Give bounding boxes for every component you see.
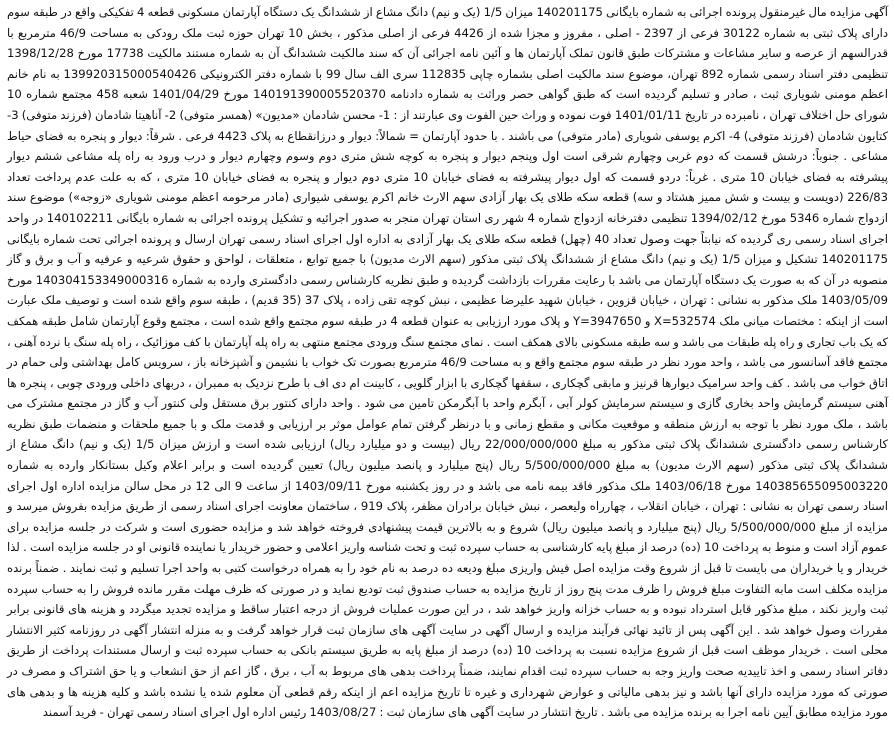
notice-body-text: آگهی مزایده مال غیرمنقول پرونده اجرائی به شماره بایگانی 140201175 میزان 1/5 (یک و نیم) دانگ مشاع از ششدانگ یک دستگاه آپارتمان مسکونی قطعه 4 تفکیکی واقع در طبقه سوم دارای پلاک ثبتی به شماره 30122 فرعی از 2397 - اصلی ، مفروز و مجزا شده از 4426 فرعی از اصلی مذکور ، بخش 10 تهران حوزه ثبت ملک رودکی به مساحت 46/9 مترمربع با قدرالسهم از عرصه و سایر مشاعات و مشترکات طبق قانون تملک آپارتمان ها و آئین نامه اجرائی آن که سند مالکیت ششدانگ آن به شماره مستند مالکیت 17738 مورخ 1398/12/28 تنظیمی دفتر اسناد رسمی شماره 892 تهران، موضوع سند مالکیت اصلی بشماره چاپی 112835 سری الف سال 99 با شماره دفتر الکترونیکی 139920315000540426 به نام خانم اعظم مومنی شویاری ثبت ، صادر و تسلیم گردیده است که طبق گواهی حصر وراثت به شماره دادنامه 140191390005520370 مورخ 1401/04/29 شعبه 458 مجتمع شماره 10 شورای حل اختلاف تهران ، نامبرده در تاریخ 1401/01/11 فوت نموده و وراث حین الفوت وی عبارتند از : 1- محسن شادمان «مدیون» (همسر متوفی) 2- آناهیتا شادمان (فرزند متوفی) 3- کتایون شادمان (فرزند متوفی) 4- اکرم یوسفی شویاری (مادر متوفی) می باشند . با حدود آپارتمان = شمالاً: دیوار و درزانقطاع به پلاک 4423 فرعی . شرقاً: دیوار و پنجره به فضای حیاط مشاعی . جنوباً: درشش قسمت که دوم غربی وچهارم شرقی است اول وپنجم دیوار و پنجره به کوچه شش متری دوم وسوم وچهارم دیوار و درب ورود به راه پله مشاعی ششم دیوار پیشرفته به فضای خیابان 10 متری . غرباً: دردو قسمت که اول دیوار پیشرفته به فضای خیابان 10 متری دوم دیوار و پنجره به فضای خیابان 10 متری ، که به علت عدم پرداخت تعداد 226/83 (دویست و بیست و شش ممیز هشتاد و سه) قطعه سکه طلای یک بهار آزادی سهم الارث خانم اکرم یوسفی شیواری (مادر مرحومه اعظم مومنی شویاری «زوجه») موضوع سند ازدواج شماره 5346 مورخ 1394/02/12 تنظیمی دفترخانه ازدواج شماره 4 شهر ری استان تهران منجر به صدور اجرائیه و تشکیل پرونده اجرائی به شماره بایگانی 140102211 در واحد اجرای اسناد رسمی ری گردیده که نیابتاً جهت وصول تعداد 40 (چهل) قطعه سکه طلای یک بهار آزادی به اداره اول اجرای اسناد رسمی تهران ارسال و پرونده اجرائی تحت شماره بایگانی 140201175 تشکیل و میزان 1/5 (یک و نیم) دانگ مشاع از ششدانگ پلاک ثبتی مذکور (سهم الارث مدیون) با جمیع توابع ، متعلقات ، لواحق و حقوق شرعیه و عرفیه و آب و برق و گاز منصوبه در آن که به صورت یک دستگاه آپارتمان می باشد با رعایت مقررات بازداشت گردیده و طبق نظریه کارشناس رسمی دادگستری وارده به شماره 140304153349000316 مورخ 1403/05/09 ملک مذکور به نشانی : تهران ، خیابان قزوین ، خیابان شهید علیرضا عظیمی ، نبش کوچه تقی زاده ، پلاک 37 (35 قدیم) ، طبقه سوم واقع شده است و توصیف ملک عبارت است از اینکه : مختصات میانی ملک X=532574 و Y=3947650 و پلاک مورد ارزیابی به عنوان قطعه 4 در طبقه سوم مجتمع واقع شده است ، مجتمع وقوع آپارتمان شامل طبقه همکف که یک باب تجاری و راه پله طبقات می باشد و سه طبقه مسکونی بالای همکف است . نمای مجتمع سنگ ورودی مجتمع منتهی به راه پله آپارتمان با کف موزائیک ، راه پله سنگ با نرده آهنی ، مجتمع فاقد آسانسور می باشد ، واحد مورد نظر در طبقه سوم مجتمع واقع و به مساحت 46/9 مترمربع بصورت تک خواب با نشیمن و آشپزخانه باز ، سرویس کامل بهداشتی ولی حمام در اتاق خواب می باشد . کف واحد سرامیک دیوارها قرنیز و مابقی گچکاری ، سقفها گچکاری با ابزار گلویی ، کابینت ام دی اف با طرح نزدیک به ممبران ، دربهای داخلی ورودی چوبی ، پنجره ها آهنی سیستم گرمایش واحد بخاری گازی و سیستم سرمایش کولر آبی ، آبگرم واحد با آبگرمکن تامین می شود . واحد دارای کنتور برق مستقل ولی کنتور آب و گاز در مجتمع مشترک می باشد ، ملک مورد نظر با توجه به ارزش منطقه و موقعیت مکانی و مقطع زمانی و با درنظر گرفتن تمام عوامل موثر بر ارزیابی و قدمت ملک و با جمیع ملحقات و منضمات طبق نظریه کارشناس رسمی دادگستری ششدانگ پلاک ثبتی مذکور به مبلغ 22/000/000/000 ریال (بیست و دو میلیارد ریال) ارزیابی شده است و ارزش میزان 1/5 (یک و نیم) دانگ مشاع از ششدانگ پلاک ثبتی مذکور (سهم الارث مدیون) به مبلغ 5/500/000/000 ریال (پنج میلیارد و پانصد میلیون ریال) تعیین گردیده است و برابر اعلام وکیل بستانکار وارده به شماره 140385655095003220 مورخ 1403/06/18 ملک مذکور فاقد بیمه نامه می باشد و در روز یکشنبه مورخ 1403/09/11 از ساعت 9 الی 12 در محل سالن مزایده اداره اول اجرای اسناد رسمی تهران به نشانی : تهران ، خیابان انقلاب ، چهارراه ولیعصر ، نبش خیابان برادران مظفر، پلاک 919 ، ساختمان معاونت اجرای اسناد رسمی از طریق مزایده بفروش میرسد و مزایده از مبلغ 5/500/000/000 ریال (پنج میلیارد و پانصد میلیون ریال) شروع و به بالاترین قیمت پیشنهادی فروخته خواهد شد و مزایده حضوری است و شرکت در جلسه مزایده برای عموم آزاد است و منوط به پرداخت 10 (ده) درصد از مبلغ پایه کارشناسی به حساب سپرده ثبت و تحت شناسه واریز اعلامی و حضور خریدار یا نماینده قانونی او در جلسه مزایده است . لذا خریدار و یا خریداران می بایست تا قبل از شروع وقت مزایده اصل فیش واریزی مبلغ ودیعه ده درصد به نام خود را به همراه درخواست کتبی به واحد اجرا تسلیم و ثبت نمایند . ضمناً برنده مزایده مکلف است مابه التفاوت مبلغ فروش را ظرف مدت پنج روز از تاریخ مزایده به حساب صندوق ثبت تودیع نماید و در صورتی که ظرف مهلت مقرر مانده فروش را به حساب سپرده ثبت واریز نکند ، مبلغ مذکور قابل استرداد نبوده و به حساب خزانه واریز خواهد شد ، در این صورت عملیات فروش از درجه اعتبار ساقط و مزایده تجدید میگردد و هزینه های قانونی برابر مقررات وصول خواهد شد . این آگهی پس از تائید نهائی فرآیند مزایده و ارسال آگهی در سایت آگهی های سازمان ثبت قرار خواهد گرفت و به منزله انتشار آگهی در روزنامه کثیر الانتشار محلی است . خریدار موظف است قبل از شروع مزایده نسبت به پرداخت 10 (ده) درصد از مبلغ پایه به طریق سیستم بانکی به حساب سپرده ثبت و ارسال مستندات پرداخت از طریق دفاتر اسناد رسمی و اخذ تاییدیه صحت واریز وجه به حساب سپرده ثبت اقدام نمایند، ضمناً پرداخت بدهی های مربوط به آب ، برق ، گاز اعم از حق انشعاب و یا حق اشتراک و مصرف در صورتی که مورد مزایده دارای آنها باشد و نیز بدهی مالیاتی و عوارض شهرداری و غیره تا تاریخ مزایده اعم از اینکه رقم قطعی آن معلوم شده یا نشده باشد و کلیه هزینه ها و بدهی های مورد مزایده مطابق آیین نامه اجرا به برنده مزایده می باشد . تاریخ انتشار در سایت آگهی های سازمان ثبت : 1403/08/27 رئیس اداره اول اجرای اسناد رسمی تهران - فرید آسمند: [7, 5, 889, 720]
auction-notice: [4, 0, 891, 751]
